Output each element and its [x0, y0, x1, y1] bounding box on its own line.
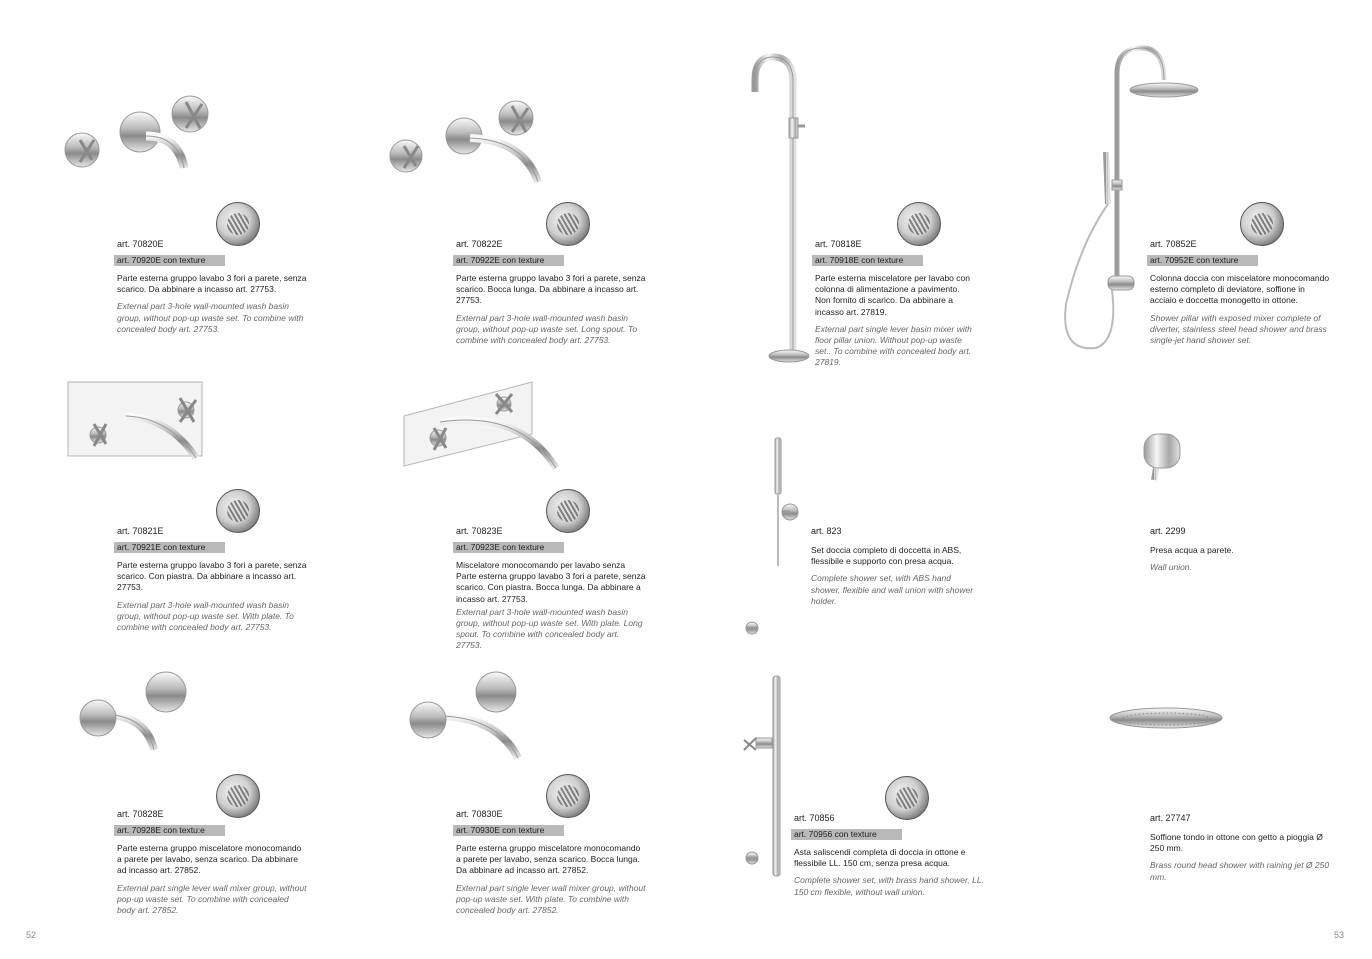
texture-variant-label: art. 70923E con texture	[453, 542, 564, 553]
article-number: art. 823	[811, 526, 842, 536]
article-number: art. 70822E	[456, 239, 503, 249]
product-image-2299	[1140, 430, 1186, 482]
italian-description: Soffione tondo in ottone con getto a pioggia Ø 250 mm.	[1150, 832, 1323, 854]
italian-description: Parte esterna gruppo miscelatore monocomando a parete per lavabo, senza scarico. Bocca lunga. Da abbinare ad incasso art. 27852.	[456, 843, 641, 876]
italian-description: Asta saliscendi completa di doccia in ottone e flessibile LL. 150 cm, senza presa acqua.	[794, 847, 966, 869]
article-number: art. 70820E	[117, 239, 164, 249]
product-70820e	[117, 238, 307, 335]
english-description: Shower pillar with exposed mixer complete of diverter, stainless steel head shower and brass single-jet hand shower set.	[1150, 312, 1327, 346]
product-70818e	[815, 238, 975, 369]
italian-description: Parte esterna gruppo miscelatore monocomando a parete per lavabo, senza scarico. Da abbinare ad incasso art. 27852.	[117, 843, 302, 876]
product-70821e	[117, 525, 307, 633]
product-image-823	[768, 436, 804, 570]
product-image-70821e	[66, 380, 206, 465]
article-number: art. 70821E	[117, 526, 164, 536]
english-description: Complete shower set, with brass hand shower, LL. 150 cm flexible, without wall union.	[794, 875, 984, 897]
english-description: External part 3-hole wall-mounted wash basin group, without pop-up waste set. With plate. To combine with concealed body art. 27753.	[117, 599, 294, 633]
product-2299	[1150, 525, 1340, 573]
italian-description: Parte esterna gruppo lavabo 3 fori a parete, senza scarico. Con piastra. Da abbinare a incasso art. 27753.	[117, 560, 307, 593]
article-number: art. 70823E	[456, 526, 503, 536]
article-number: art. 2299	[1150, 526, 1186, 536]
english-description: Brass round head shower with raining jet Ø 250 mm.	[1150, 860, 1330, 882]
texture-variant-label: art. 70928E con textu:e	[114, 825, 225, 836]
product-image-70820e	[58, 92, 228, 177]
texture-variant-label: art. 70930E con texture	[453, 825, 564, 836]
english-description: External part single lever wall mixer group, without pop-up waste set. To combine with concealed body art. 27852.	[117, 882, 307, 916]
page-number-right: 53	[1334, 930, 1345, 940]
italian-description: Presa acqua a parete.	[1150, 545, 1234, 555]
product-image-27747	[1106, 692, 1226, 736]
english-description: External part 3-hole wall-mounted wash basin group, without pop-up waste set. Long spout. To combine with concealed body art. 27753.	[456, 312, 638, 346]
product-image-70856	[738, 618, 788, 888]
italian-description: Colonna doccia con miscelatore monocomando esterno completo di deviatore, soffione in acciaio e doccetta monogetto in ottone.	[1150, 273, 1330, 306]
product-image-70818e	[745, 52, 815, 368]
italian-description: Set doccia completo di doccetta in ABS, flessibile e supporto con presa acqua.	[811, 545, 962, 567]
product-image-70828e	[80, 670, 192, 754]
article-number: art. 70818E	[815, 239, 862, 249]
product-70830e	[456, 808, 646, 916]
product-70828e	[117, 808, 307, 916]
english-description: External part single lever wall mixer group, without pop-up waste set. With plate. To combine with concealed body art. 27852.	[456, 882, 646, 916]
product-27747	[1150, 812, 1330, 883]
italian-description: Miscelatore monocomando per lavabo senza Parte esterna gruppo lavabo 3 fori a parete, senza scarico. Con piastra. Bocca lunga. Da abbinare a incasso art. 27753.	[456, 560, 646, 604]
product-70823e	[456, 525, 646, 652]
product-70852e	[1150, 238, 1330, 346]
texture-variant-label: art. 70922E con texture	[453, 255, 564, 266]
product-70856	[794, 812, 994, 898]
product-image-70822e	[384, 98, 564, 188]
texture-variant-label: art. 70956 con texture	[791, 829, 902, 840]
english-description: External part 3-hole wall-mounted wash basin group, without pop-up waste set. With plate. Long spout. To combine with concealed body art. 27753.	[456, 606, 643, 651]
italian-description: Parte esterna gruppo lavabo 3 fori a parete, senza scarico. Bocca lunga. Da abbinare a incasso art. 27753.	[456, 273, 646, 306]
texture-variant-label: art. 70920E con texture	[114, 255, 225, 266]
article-number: art. 27747	[1150, 813, 1191, 823]
product-823	[811, 525, 981, 607]
page-number-left: 52	[26, 930, 37, 940]
article-number: art. 70830E	[456, 809, 503, 819]
english-description: Wall union.	[1150, 562, 1192, 573]
article-number: art. 70852E	[1150, 239, 1197, 249]
product-70822e	[456, 238, 646, 346]
texture-variant-label: art. 70952E con texture	[1147, 255, 1258, 266]
english-description: External part single lever basin mixer with floor pillar union. Without pop-up waste set.. To combine with concealed body art. 27819.	[815, 323, 972, 368]
italian-description: Parte esterna gruppo lavabo 3 fori a parete, senza scarico. Da abbinare a incasso art. 27753.	[117, 273, 307, 295]
product-image-70830e	[410, 670, 526, 762]
english-description: Complete shower set, with ABS hand shower, flexible and wall union with shower holder.	[811, 573, 974, 606]
product-image-70823e	[400, 380, 564, 474]
english-description: External part 3-hole wall-mounted wash basin group, without pop-up waste set. To combine with concealed body art. 27753.	[117, 301, 304, 334]
article-number: art. 70856	[794, 813, 835, 823]
texture-variant-label: art. 70921E con texture	[114, 542, 225, 553]
texture-variant-label: art. 70918E con texture	[812, 255, 923, 266]
article-number: art. 70828E	[117, 809, 164, 819]
italian-description: Parte esterna miscelatore per lavabo con colonna di alimentazione a pavimento. Non fornito di scarico. Da abbinare a incasso art. 27819.	[815, 273, 970, 317]
